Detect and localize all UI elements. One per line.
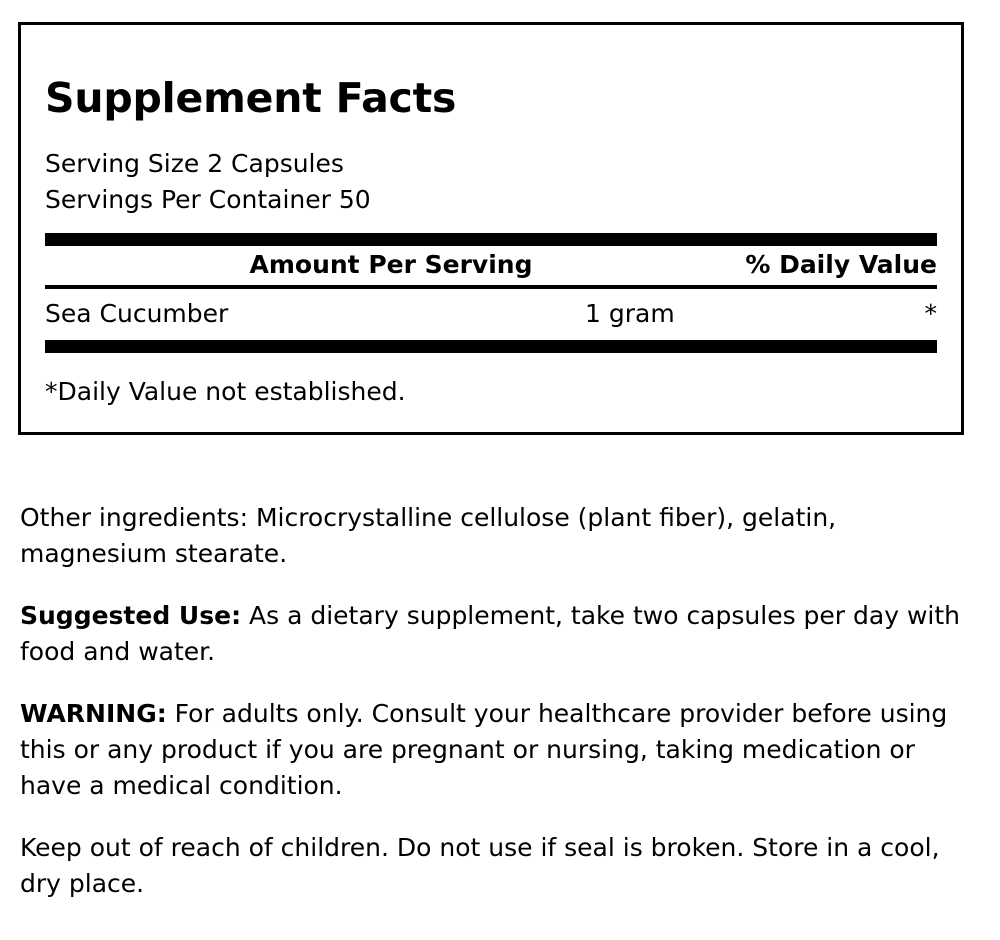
warning-label: WARNING: [20,699,167,728]
rule-thick-bottom [45,340,937,353]
suggested-use-text: As a dietary supplement, take two capsules per day with food and water. [20,601,960,666]
header-amount-per-serving: Amount Per Serving [249,250,533,280]
supplement-facts-panel [18,22,964,435]
label-body-text [20,500,980,902]
other-ingredients-paragraph: Other ingredients: Microcrystalline cellulose (plant fiber), gelatin, magnesium stearate. [20,503,837,568]
serving-info [45,146,937,217]
rule-thick-top [45,233,937,246]
nutrient-daily-value: * [924,299,937,329]
header-daily-value: % Daily Value [745,250,937,280]
column-headers [45,246,937,285]
storage-paragraph: Keep out of reach of children. Do not use if seal is broken. Store in a cool, dry place. [20,833,940,898]
serving-size: Serving Size 2 Capsules [45,149,344,179]
nutrient-row [45,289,937,340]
nutrient-amount: 1 gram [585,299,675,329]
servings-per-container: Servings Per Container 50 [45,184,371,214]
suggested-use-label: Suggested Use: [20,601,242,630]
suggested-use-paragraph [20,598,980,670]
warning-paragraph [20,696,980,804]
nutrient-name: Sea Cucumber [45,299,229,329]
daily-value-footnote: *Daily Value not established. [45,377,406,407]
warning-text: For adults only. Consult your healthcare provider before using this or any product if you are pregnant or nursing, taking medication or have a medical condition. [20,699,948,800]
panel-title: Supplement Facts [45,74,457,122]
